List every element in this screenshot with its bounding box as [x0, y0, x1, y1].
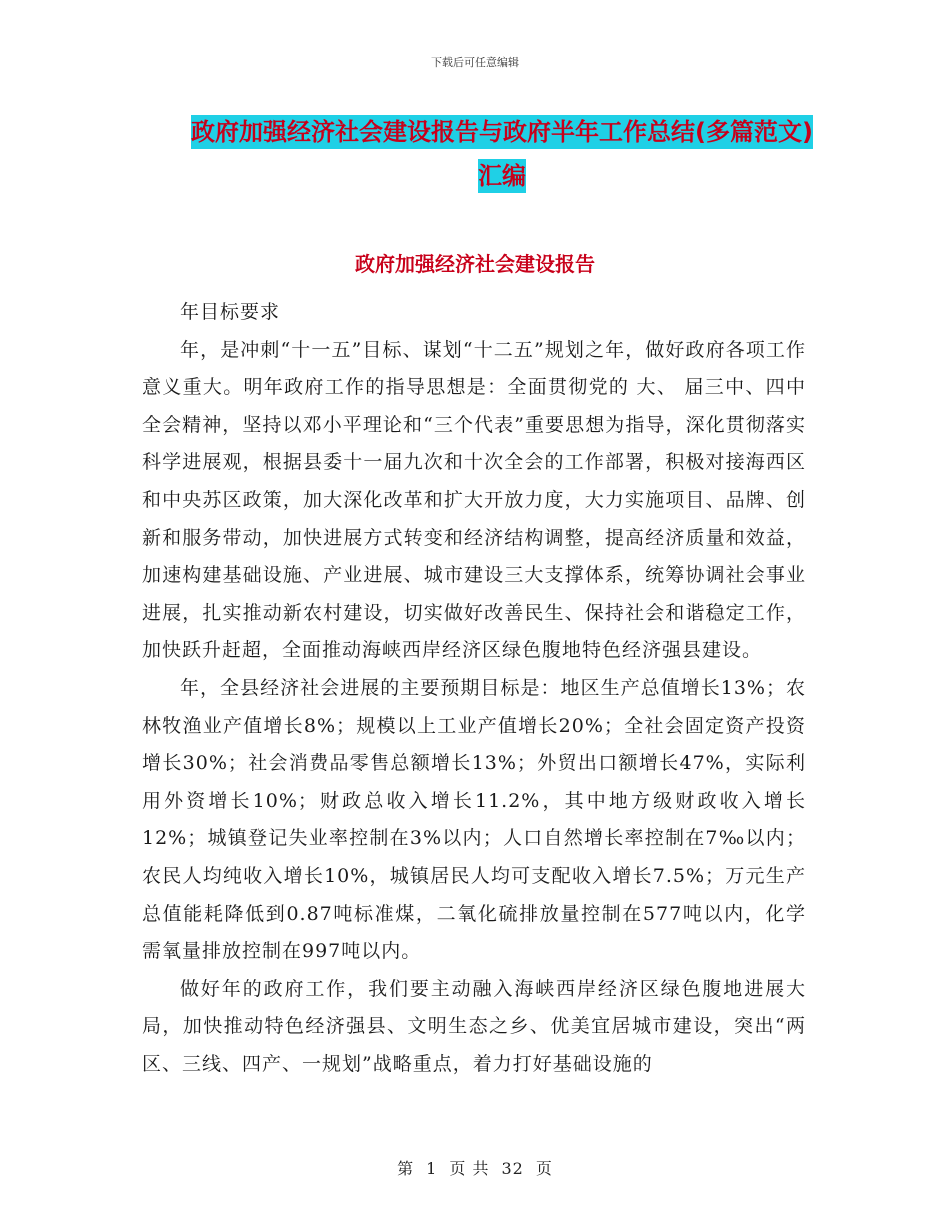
- paragraph: 年，全县经济社会进展的主要预期目标是：地区生产总值增长13%；农林牧渔业产值增长8%；规模以上工业产值增长20%；全社会固定资产投资增长30%；社会消费品零售总额增长13%；外贸出口额增长47%，实际利用外资增长10%；财政总收入增长11.2%，其中地方级财政收入增长12%；城镇登记失业率控制在3%以内；人口自然增长率控制在7‰以内；农民人均纯收入增长10%，城镇居民人均可支配收入增长7.5%；万元生产总值能耗降低到0.87吨标准煤，二氧化硫排放量控制在577吨以内，化学需氧量排放控制在997吨以内。: [142, 676, 806, 963]
- paragraph: 年，是冲刺“十一五”目标、谋划“十二五”规划之年，做好政府各项工作意义重大。明年政府工作的指导思想是：全面贯彻党的 大、 届三中、四中全会精神，坚持以邓小平理论和“三个代表”重要思想为指导，深化贯彻落实科学进展观，根据县委十一届九次和十次全会的工作部署，积极对接海西区和中央苏区政策，加大深化改革和扩大开放力度，大力实施项目、品牌、创新和服务带动，加快进展方式转变和经济结构调整，提高经济质量和效益，加速构建基础设施、产业进展、城市建设三大支撑体系，统筹协调社会事业进展，扎实推动新农村建设，切实做好改善民生、保持社会和谐稳定工作，加快跃升赶超，全面推动海峡西岸经济区绿色腹地特色经济强县建设。: [142, 338, 806, 662]
- footer-middle: 页 共: [449, 1159, 490, 1178]
- page-footer: [0, 1156, 950, 1179]
- header-note: 下载后可任意编辑: [431, 56, 519, 69]
- section-title: 政府加强经济社会建设报告: [355, 252, 595, 276]
- total-pages: 32: [501, 1159, 524, 1178]
- document-title-text: 政府加强经济社会建设报告与政府半年工作总结(多篇范文)汇编: [191, 115, 813, 193]
- page-number: 1: [426, 1159, 438, 1178]
- footer-suffix: 页: [535, 1159, 553, 1178]
- body-text: [142, 294, 806, 1083]
- paragraph: 年目标要求: [180, 301, 281, 323]
- paragraph: 做好年的政府工作，我们要主动融入海峡西岸经济区绿色腹地进展大局，加快推动特色经济强县、文明生态之乡、优美宜居城市建设，突出“两区、三线、四产、一规划”战略重点，着力打好基础设施的: [142, 977, 806, 1075]
- footer-prefix: 第: [397, 1159, 415, 1178]
- document-title: [188, 110, 816, 198]
